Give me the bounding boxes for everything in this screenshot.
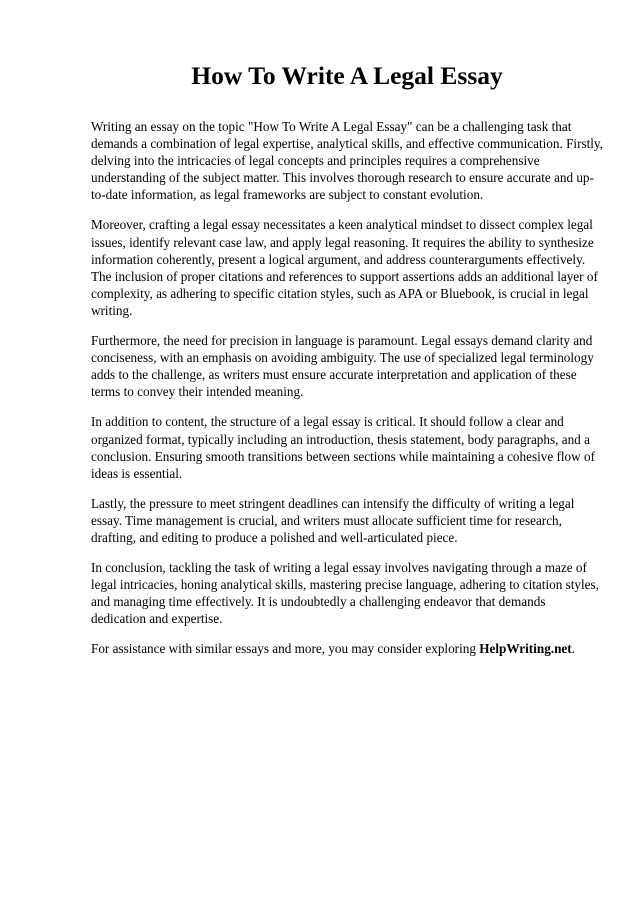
document-body	[91, 118, 603, 671]
paragraph-structure: In addition to content, the structure of a legal essay is critical. It should follow a clear and organized format, typically including an introduction, thesis statement, body paragraphs, and a conclusion. Ensuring smooth transitions between sections while maintaining a cohesive flow of ideas is essential.	[91, 414, 595, 481]
closing-suffix: .	[571, 641, 575, 657]
helpwriting-link[interactable]: HelpWriting.net	[479, 641, 572, 657]
paragraph-deadlines: Lastly, the pressure to meet stringent deadlines can intensify the difficulty of writing a legal essay. Time management is crucial, and writers must allocate sufficient time for research, drafting, and editing to produce a polished and well-articulated piece.	[91, 495, 575, 545]
closing-text: For assistance with similar essays and more, you may consider exploring	[91, 641, 476, 657]
paragraph-analysis: Moreover, crafting a legal essay necessitates a keen analytical mindset to dissect complex legal issues, identify relevant case law, and apply legal reasoning. It requires the ability to synthesize information coherently, present a logical argument, and address counterarguments effectively. The inclusion of proper citations and references to support assertions adds an additional layer of complexity, as adhering to specific citation styles, such as APA or Bluebook, is crucial in legal writing.	[91, 217, 598, 318]
document-title: How To Write A Legal Essay	[191, 61, 503, 90]
paragraph-conclusion: In conclusion, tackling the task of writing a legal essay involves navigating through a maze of legal intricacies, honing analytical skills, mastering precise language, adhering to citation styles, and managing time effectively. It is undoubtedly a challenging endeavor that demands dedication and expertise.	[91, 560, 599, 627]
paragraph-intro: Writing an essay on the topic "How To Write A Legal Essay" can be a challenging task that demands a combination of legal expertise, analytical skills, and effective communication. Firstly, delving into the intricacies of legal concepts and principles requires a comprehensive understanding of the subject matter. This involves thorough research to ensure accurate and up-to-date information, as legal frameworks are subject to constant evolution.	[91, 119, 603, 203]
paragraph-closing	[91, 640, 603, 657]
paragraph-language: Furthermore, the need for precision in language is paramount. Legal essays demand clarity and conciseness, with an emphasis on avoiding ambiguity. The use of specialized legal terminology adds to the challenge, as writers must ensure accurate interpretation and application of these terms to convey their intended meaning.	[91, 333, 594, 400]
